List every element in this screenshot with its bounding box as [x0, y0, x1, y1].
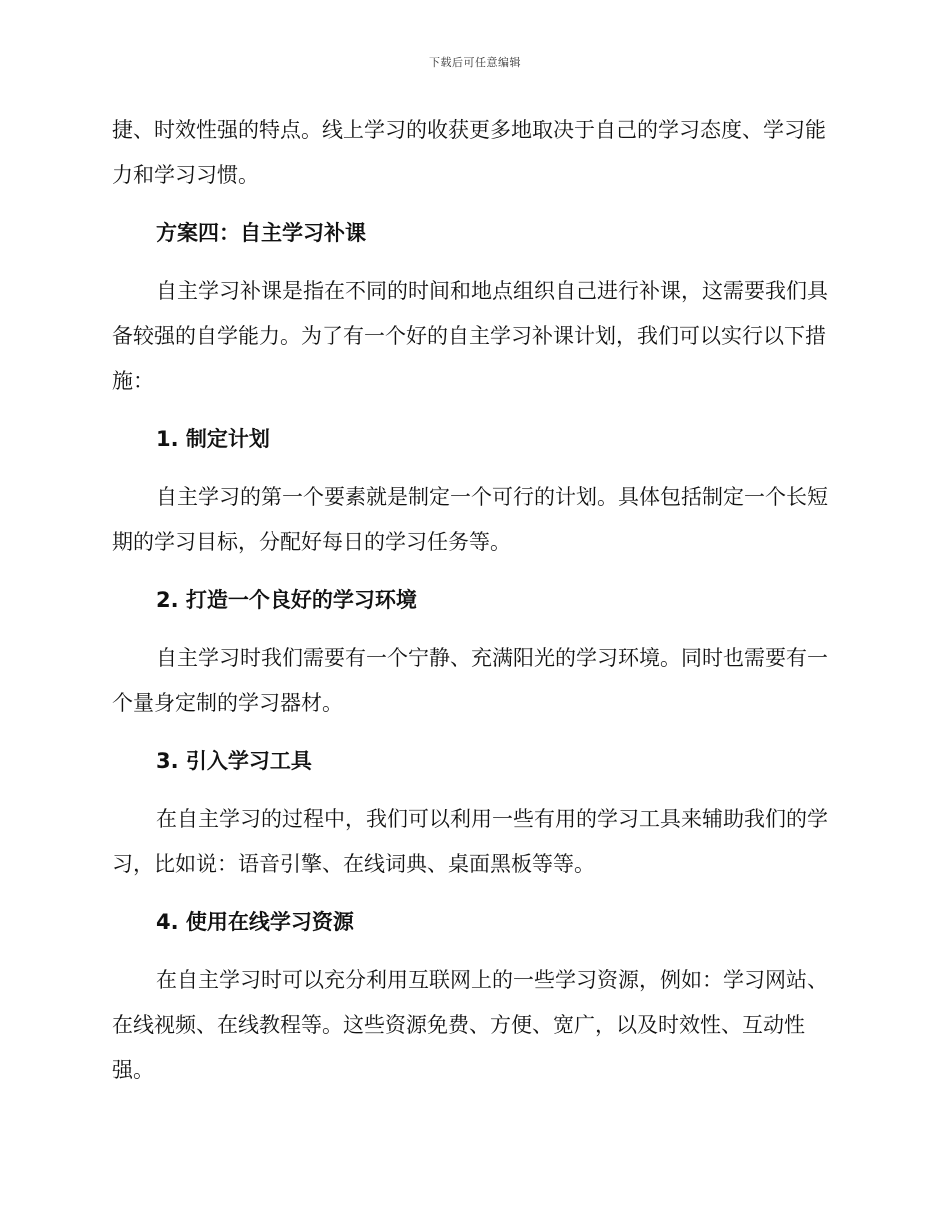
paragraph-step-1: 自主学习的第一个要素就是制定一个可行的计划。具体包括制定一个长短期的学习目标，分配好每日的学习任务等。: [112, 485, 828, 554]
paragraph-step-2: 自主学习时我们需要有一个宁静、充满阳光的学习环境。同时也需要有一个量身定制的学习器材。: [112, 646, 828, 715]
heading-step-2: 2. 打造一个良好的学习环境: [156, 588, 417, 612]
paragraph-step-3: 在自主学习的过程中，我们可以利用一些有用的学习工具来辅助我们的学习，比如说：语音引擎、在线词典、桌面黑板等等。: [112, 807, 828, 876]
heading-step-1: 1. 制定计划: [156, 427, 270, 451]
paragraph-continuation: 捷、时效性强的特点。线上学习的收获更多地取决于自己的学习态度、学习能力和学习习惯。: [112, 118, 826, 187]
paragraph-step-4: 在自主学习时可以充分利用互联网上的一些学习资源，例如：学习网站、在线视频、在线教程等。这些资源免费、方便、宽广，以及时效性、互动性强。: [112, 968, 828, 1082]
document-body: [112, 108, 832, 1093]
heading-plan-four: 方案四：自主学习补课: [156, 221, 366, 245]
paragraph-plan-four: 自主学习补课是指在不同的时间和地点组织自己进行补课，这需要我们具备较强的自学能力。为了有一个好的自主学习补课计划，我们可以实行以下措施：: [112, 279, 828, 393]
heading-step-4: 4. 使用在线学习资源: [156, 910, 354, 934]
heading-step-3: 3. 引入学习工具: [156, 749, 312, 773]
page-header-note: 下载后可任意编辑: [429, 56, 521, 69]
